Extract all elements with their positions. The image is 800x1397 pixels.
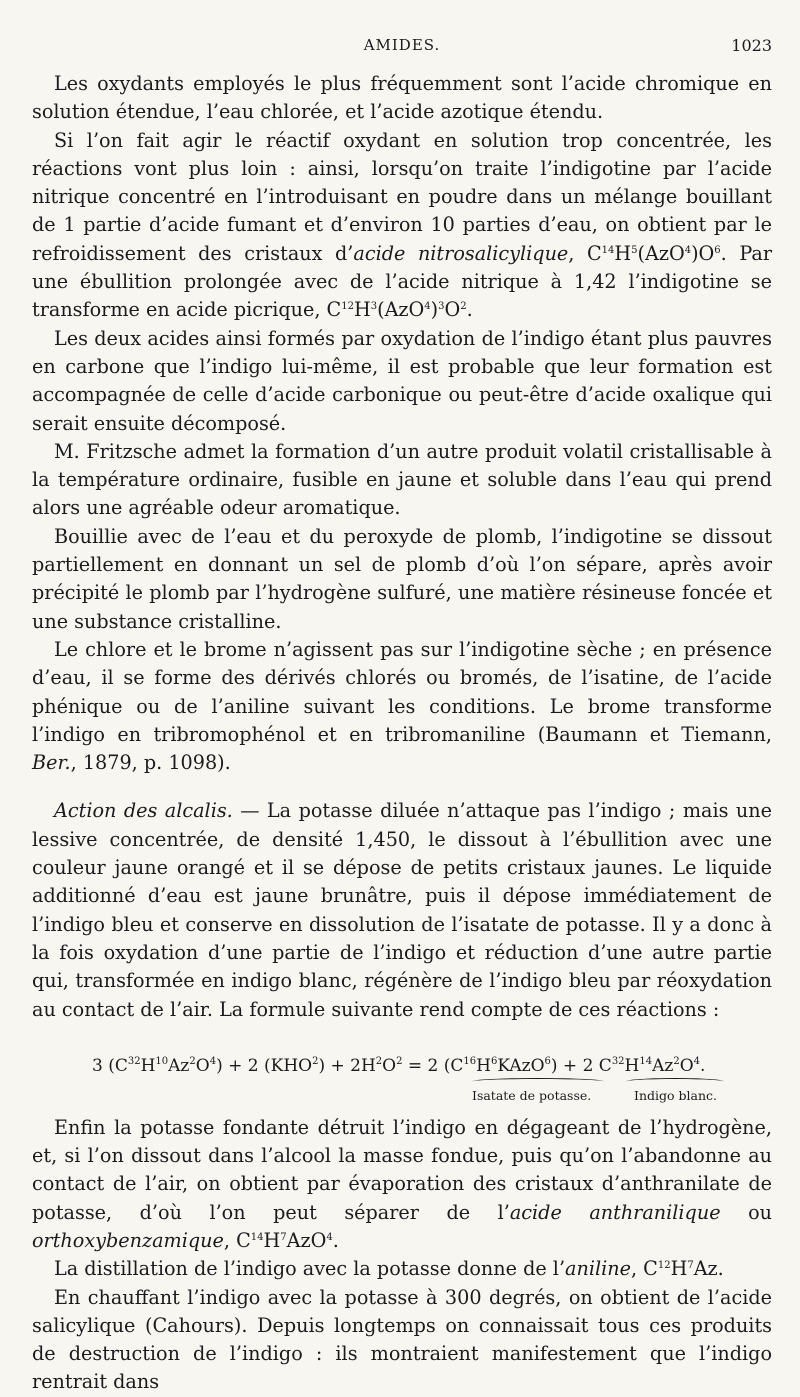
section-gap bbox=[32, 777, 772, 797]
paragraph: Les deux acides ainsi formés par oxydation de l’indigo étant plus pauvres en carbone que l’indigo lui-même, il est probable que leur formation est accompagnée de celle d’acide carbonique ou peut-être d’acide oxalique qui serait ensuite décomposé. bbox=[32, 326, 772, 435]
equation-text: 3 $(C^{32}H^{10}Az^2O^4) + 2$ $(KHO^2) + 2H^2O^2 = 2$ $(C^{16}H^6KAzO^6) + 2$ $C^{32}H^{14}Az^2O^4$. bbox=[92, 1055, 706, 1076]
paragraph: En chauffant l’indigo avec la potasse à 300 degrés, on obtient de l’acide salicylique (Cahours). Depuis longtemps on connaissait tous ces produits de destruction de l’indigo : ils montraient manifestement que l’indigo rentrait dans bbox=[32, 1285, 772, 1394]
paragraph: Enfin la potasse fondante détruit l’indigo en dégageant de l’hydrogène, et, si l’on dissout dans l’alcool la masse fondue, puis qu’on l’abandonne au contact de l’air, on obtient par évaporation des cristaux d’anthranilate de potasse, d’où l’on peut séparer de l’acide anthranilique ou orthoxybenzamique, $C^{14}H^7AzO^4$. bbox=[32, 1115, 772, 1252]
running-head: AMIDES. bbox=[363, 36, 441, 54]
page-header bbox=[32, 36, 772, 58]
paragraph: La distillation de l’indigo avec la potasse donne de l’aniline, $C^{12}H^7Az$. bbox=[54, 1257, 724, 1281]
chemical-equation bbox=[32, 1044, 772, 1114]
paragraph: Le chlore et le brome n’agissent pas sur l’indigotine sèche ; en présence d’eau, il se forme des dérivés chlorés ou bromés, de l’isatine, de l’acide phénique ou de l’aniline suivant les conditions. Le brome transforme l’indigo en tribromophénol et en tribromaniline (Baumann et Tiemann, Ber., 1879, p. 1098). bbox=[32, 637, 772, 775]
paragraph: Les oxydants employés le plus fréquemment sont l’acide chromique en solution étendue, l’eau chlorée, et l’acide azotique étendu. bbox=[32, 72, 772, 124]
paragraph: Si l’on fait agir le réactif oxydant en solution trop concentrée, les réactions vont plus loin : ainsi, lorsqu’on traite l’indigotine par l’acide nitrique concentré en l’introduisant en poudre dans un mélange bouillant de 1 partie d’acide fumant et d’environ 10 parties d’eau, on obtient par le refroidissement des cristaux d’acide nitrosalicylique, $C^{14}H^5(AzO^4)O^6$. Par une ébullition prolongée avec de l’acide nitrique à 1,42 l’indigotine se transforme en acide picrique, $C^{12}H^3(AzO^4)^3O^2$. bbox=[32, 128, 772, 322]
paragraph: Bouillie avec de l’eau et du peroxyde de plomb, l’indigotine se dissout partiellement en donnant un sel de plomb d’où l’on sépare, après avoir précipité le plomb par l’hydrogène sulfuré, une matière résineuse foncée et une substance cristalline. bbox=[32, 524, 772, 633]
label-isatate: Isatate de potasse. bbox=[472, 1087, 592, 1103]
paragraph: M. Fritzsche admet la formation d’un autre produit volatil cristallisable à la température ordinaire, fusible en jaune et soluble dans l’eau qui prend alors une agréable odeur aromatique. bbox=[32, 439, 772, 520]
page-body bbox=[32, 70, 772, 1397]
label-indigo-blanc: Indigo blanc. bbox=[634, 1087, 717, 1103]
paragraph: Action des alcalis. — La potasse diluée n’attaque pas l’indigo ; mais une lessive concentrée, de densité 1,450, le dissout à l’ébullition avec une couleur jaune orangé et il se dépose de petits cristaux jaunes. Le liquide additionné d’eau est jaune brunâtre, puis il dépose immédiatement de l’indigo bleu et conserve en dissolution de l’isatate de potasse. Il y a donc à la fois oxydation d’une partie de l’indigo et réduction d’une autre partie qui, transformée en indigo blanc, régénère de l’indigo bleu par réoxydation au contact de l’air. La formule suivante rend compte de ces réactions : bbox=[32, 799, 772, 1021]
page-number: 1023 bbox=[731, 36, 772, 55]
